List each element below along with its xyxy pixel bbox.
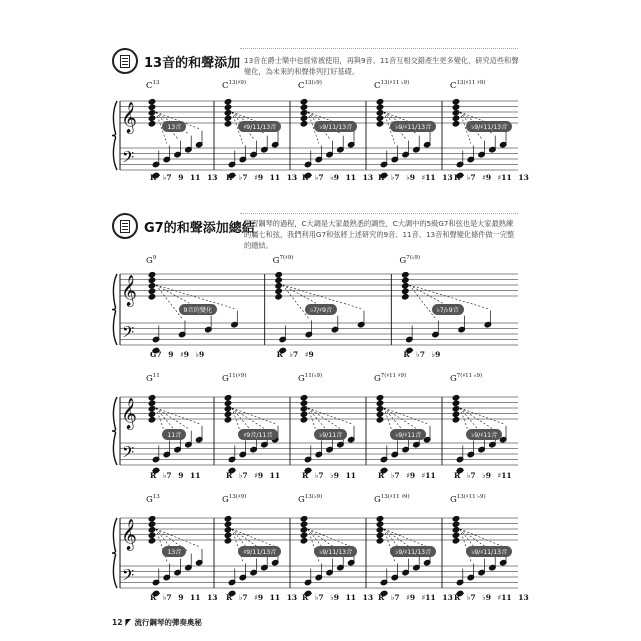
- chord-note: [148, 538, 155, 544]
- chord-extension: 13(♯11 ♭9): [456, 494, 486, 500]
- chord-root: G: [374, 494, 381, 505]
- treble-clef: 𝄞: [121, 519, 137, 550]
- scale-degrees: R ♭7 ♯9 ♯11: [378, 471, 436, 480]
- interval-badge: ♭7/♭9音: [432, 304, 464, 315]
- brace: [112, 518, 117, 588]
- chord-note: [452, 521, 459, 527]
- section-title: 13音的和聲添加: [144, 55, 241, 71]
- chord-symbol: [146, 255, 156, 266]
- chord-root: G: [399, 255, 407, 266]
- chord-extension: 13(♯11 ♯9): [380, 494, 410, 500]
- scale-degrees: R ♭7 ♭9 11: [302, 471, 357, 480]
- chord-symbol: [222, 373, 246, 384]
- interval-badge: 9音的變化: [179, 304, 218, 315]
- interval-badge: ♭9/♯11/13音: [390, 121, 436, 132]
- chord-note: [148, 527, 155, 533]
- bass-clef: 𝄢: [122, 148, 135, 171]
- chord-note: [300, 521, 307, 527]
- chord-extension: 13(♯9): [228, 494, 247, 500]
- chord-extension: 7(♯11 ♭9): [456, 373, 483, 379]
- scale-degrees: R ♭7 9 11 13: [150, 593, 218, 602]
- interval-badge: ♭9/11/13音: [314, 121, 357, 132]
- chord-root: G: [298, 494, 305, 505]
- chord-note: [452, 527, 459, 533]
- dashed-arrow: [232, 529, 275, 547]
- chord-symbol: [374, 373, 406, 384]
- chord-note: [148, 532, 155, 538]
- scale-degrees: R ♭7 ♭9 11 13: [302, 173, 374, 182]
- chord-extension: 11(♯9): [228, 373, 247, 379]
- chord-symbol: [222, 494, 246, 505]
- book-title: 流行鋼琴的彈奏奧秘: [134, 618, 202, 627]
- chord-root: G: [272, 255, 280, 266]
- chord-extension: 13(♯11 ♯9): [456, 80, 486, 86]
- chord-root: C: [146, 80, 153, 91]
- bass-clef: 𝄢: [122, 443, 135, 466]
- dashed-arrow: [308, 529, 351, 547]
- chord-extension: 9: [152, 255, 157, 261]
- interval-badge: 13音: [162, 546, 186, 557]
- chord-root: C: [450, 80, 457, 91]
- chord-note: [376, 532, 383, 538]
- chord-root: C: [298, 80, 305, 91]
- interval-badge: ♭9/♯11/13音: [466, 546, 512, 557]
- chord-note: [452, 516, 459, 522]
- chord-root: G: [374, 373, 381, 384]
- interval-badge: ♯9/11/13音: [238, 546, 281, 557]
- chord-root: C: [222, 80, 229, 91]
- chord-note: [376, 527, 383, 533]
- dashed-arrow: [384, 529, 427, 547]
- section-title: G7的和聲添加總結: [144, 220, 255, 236]
- chord-note: [224, 521, 231, 527]
- chord-root: G: [146, 255, 153, 266]
- flag-icon: [125, 619, 131, 627]
- dashed-arrow: [460, 529, 503, 547]
- chord-note: [376, 538, 383, 544]
- section-body: 學習鋼琴的過程，C大調是大家最熟悉的調性，C大調中的5級G7和弦也是大家最熟練的屬七和弦，我們利用G7和弦將上述研究的9音、11音、13音和聲變化條件做一完整的總結。: [244, 219, 515, 250]
- bass-clef: 𝄢: [122, 323, 135, 346]
- interval-badge: 11音: [162, 429, 186, 440]
- chord-root: G: [450, 494, 457, 505]
- scale-degrees: G7 9 ♯9 ♭9: [150, 350, 205, 359]
- treble-clef: 𝄞: [121, 275, 137, 306]
- scale-degrees: R ♭7 ♭9: [403, 350, 441, 359]
- treble-clef: 𝄞: [121, 398, 137, 429]
- interval-badge: ♯9/11/13音: [238, 121, 281, 132]
- interval-badge: ♯9音/11音: [238, 429, 277, 440]
- section-body: 13音在爵士樂中也經常被使用，再與9音、11音互相交錯產生更多變化，研究這些和聲變化，為未來的和聲排列打好基礎。: [244, 56, 519, 76]
- scale-degrees: R ♭7 ♯9 11: [226, 471, 281, 480]
- interval-badge: ♭9/11音: [314, 429, 347, 440]
- interval-badge: ♭7/♯9音: [305, 304, 337, 315]
- chord-note: [300, 516, 307, 522]
- scale-degrees: R ♭7 ♭9 ♯11 13: [378, 173, 453, 182]
- interval-badge: ♭9/♯11音: [466, 429, 502, 440]
- chord-symbol: [374, 80, 409, 91]
- chord-note: [300, 532, 307, 538]
- interval-badge: ♭9/♯11音: [390, 429, 426, 440]
- scale-degrees: R ♭7 ♭9 ♯11: [454, 471, 512, 480]
- chord-note: [224, 532, 231, 538]
- chord-extension: 13(♭9): [304, 80, 322, 86]
- chord-note: [224, 516, 231, 522]
- chord-extension: 13: [152, 494, 160, 500]
- chord-root: G: [146, 494, 153, 505]
- bass-clef: 𝄢: [122, 566, 135, 589]
- interval-badge: ♭9/11/13音: [314, 546, 357, 557]
- chord-symbol: [450, 494, 486, 505]
- chord-extension: 7(♯9): [279, 255, 294, 261]
- chord-root: C: [374, 80, 381, 91]
- chord-note: [224, 527, 231, 533]
- chord-note: [148, 521, 155, 527]
- page-number: 12: [112, 618, 123, 627]
- scale-degrees: R ♭7 ♭9 ♯11 13: [454, 593, 529, 602]
- chord-extension: 7(♯11 ♯9): [380, 373, 407, 379]
- scale-degrees: R ♭7 9 11 13: [150, 173, 218, 182]
- chord-note: [148, 516, 155, 522]
- chord-root: G: [298, 373, 305, 384]
- chord-symbol: [146, 373, 160, 384]
- chord-extension: 13(♯11 ♭9): [380, 80, 410, 86]
- chord-symbol: [146, 80, 160, 91]
- chord-note: [224, 538, 231, 544]
- chord-note: [300, 527, 307, 533]
- scale-degrees: R ♭7 ♯9 11 13: [226, 593, 298, 602]
- chord-symbol: [374, 494, 410, 505]
- chord-note: [300, 538, 307, 544]
- scale-degrees: R ♭7 ♯9 ♯11 13: [454, 173, 529, 182]
- dashed-arrow: [156, 529, 199, 547]
- chord-root: G: [450, 373, 457, 384]
- scale-degrees: R ♭7 ♯9 ♯11 13: [378, 593, 453, 602]
- interval-badge: ♭9/♯11/13音: [390, 546, 436, 557]
- chord-extension: 11: [152, 373, 160, 379]
- chord-extension: 13: [152, 80, 160, 86]
- chord-symbol: [450, 373, 482, 384]
- chord-symbol: [222, 80, 246, 91]
- chord-note: [452, 538, 459, 544]
- chord-root: G: [146, 373, 153, 384]
- chord-extension: 11(♭9): [304, 373, 323, 379]
- page-footer: [112, 617, 202, 628]
- chord-root: G: [222, 373, 229, 384]
- chord-symbol: [273, 255, 294, 266]
- chord-symbol: [298, 494, 322, 505]
- chord-symbol: [146, 494, 160, 505]
- chord-note: [452, 532, 459, 538]
- chord-note: [376, 516, 383, 522]
- chord-symbol: [399, 255, 420, 266]
- chord-symbol: [298, 373, 322, 384]
- chord-root: G: [222, 494, 229, 505]
- scale-degrees: R ♭7 ♯9: [276, 350, 314, 359]
- treble-clef: 𝄞: [121, 102, 137, 133]
- chord-extension: 7(♭9): [406, 255, 421, 261]
- interval-badge: ♭9/♯11/13音: [466, 121, 512, 132]
- chord-symbol: [298, 80, 322, 91]
- scale-degrees: R ♭7 9 11: [150, 471, 201, 480]
- chord-note: [376, 521, 383, 527]
- scale-degrees: R ♭7 ♭9 11 13: [302, 593, 374, 602]
- chord-symbol: [450, 80, 485, 91]
- chord-extension: 13(♭9): [304, 494, 323, 500]
- interval-badge: 13音: [162, 121, 186, 132]
- scale-degrees: R ♭7 ♯9 11 13: [226, 173, 298, 182]
- chord-extension: 13(♯9): [228, 80, 246, 86]
